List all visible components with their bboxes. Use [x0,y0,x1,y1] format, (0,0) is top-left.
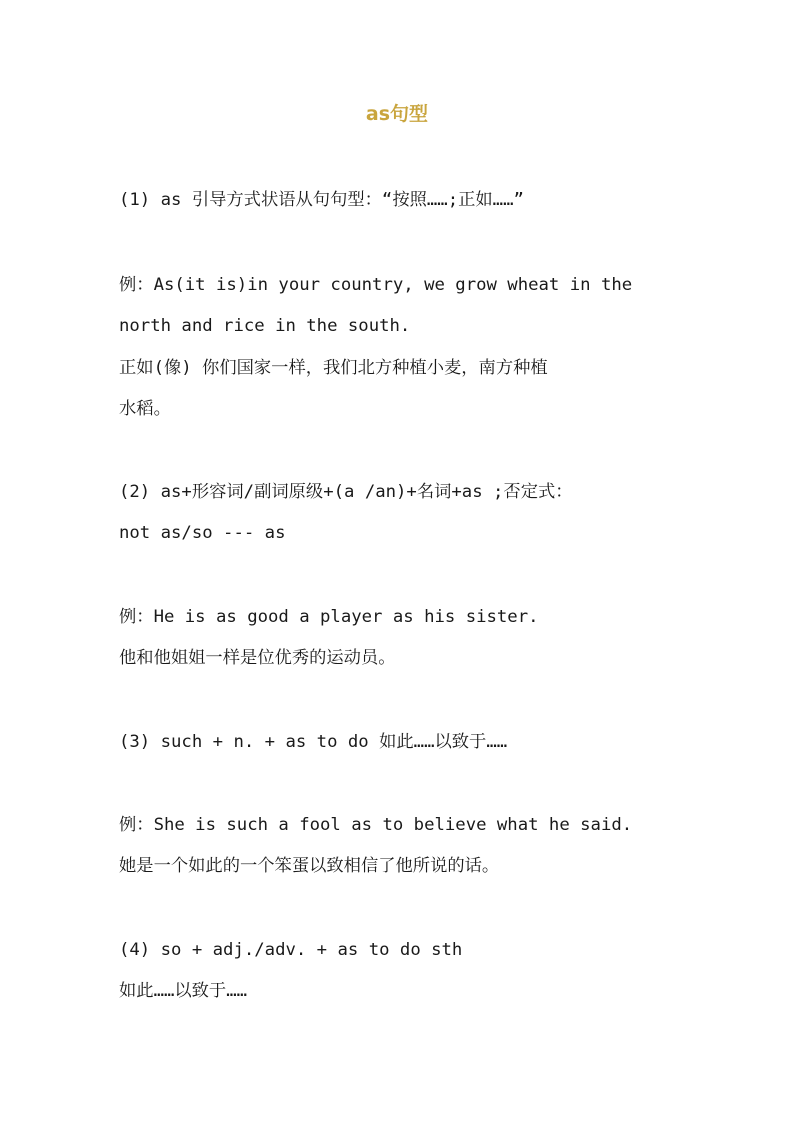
example-sentence: 例：As(it is)in your country, we grow wheat in the [119,275,633,295]
example-translation: 正如(像) 你们国家一样，我们北方种植小麦，南方种植 [119,358,548,378]
page-title: as句型 [365,103,429,125]
section-heading: (3) such + n. + as to do 如此……以致于…… [119,732,508,752]
example-translation: 水稻。 [119,399,171,419]
example-sentence: north and rice in the south. [119,316,411,336]
section-heading: not as/so --- as [119,523,286,543]
section-heading: (2) as+形容词/副词原级+(a /an)+名词+as ;否定式： [119,482,573,502]
section-heading: (1) as 引导方式状语从句句型：“按照……;正如……” [119,190,524,210]
section-heading: 如此……以致于…… [119,981,248,1001]
example-sentence: 例：He is as good a player as his sister. [119,607,539,627]
example-translation: 他和他姐姐一样是位优秀的运动员。 [119,648,396,668]
section-heading: (4) so + adj./adv. + as to do sth [119,940,463,960]
example-sentence: 例：She is such a fool as to believe what he said. [119,815,633,835]
example-translation: 她是一个如此的一个笨蛋以致相信了他所说的话。 [119,856,500,876]
